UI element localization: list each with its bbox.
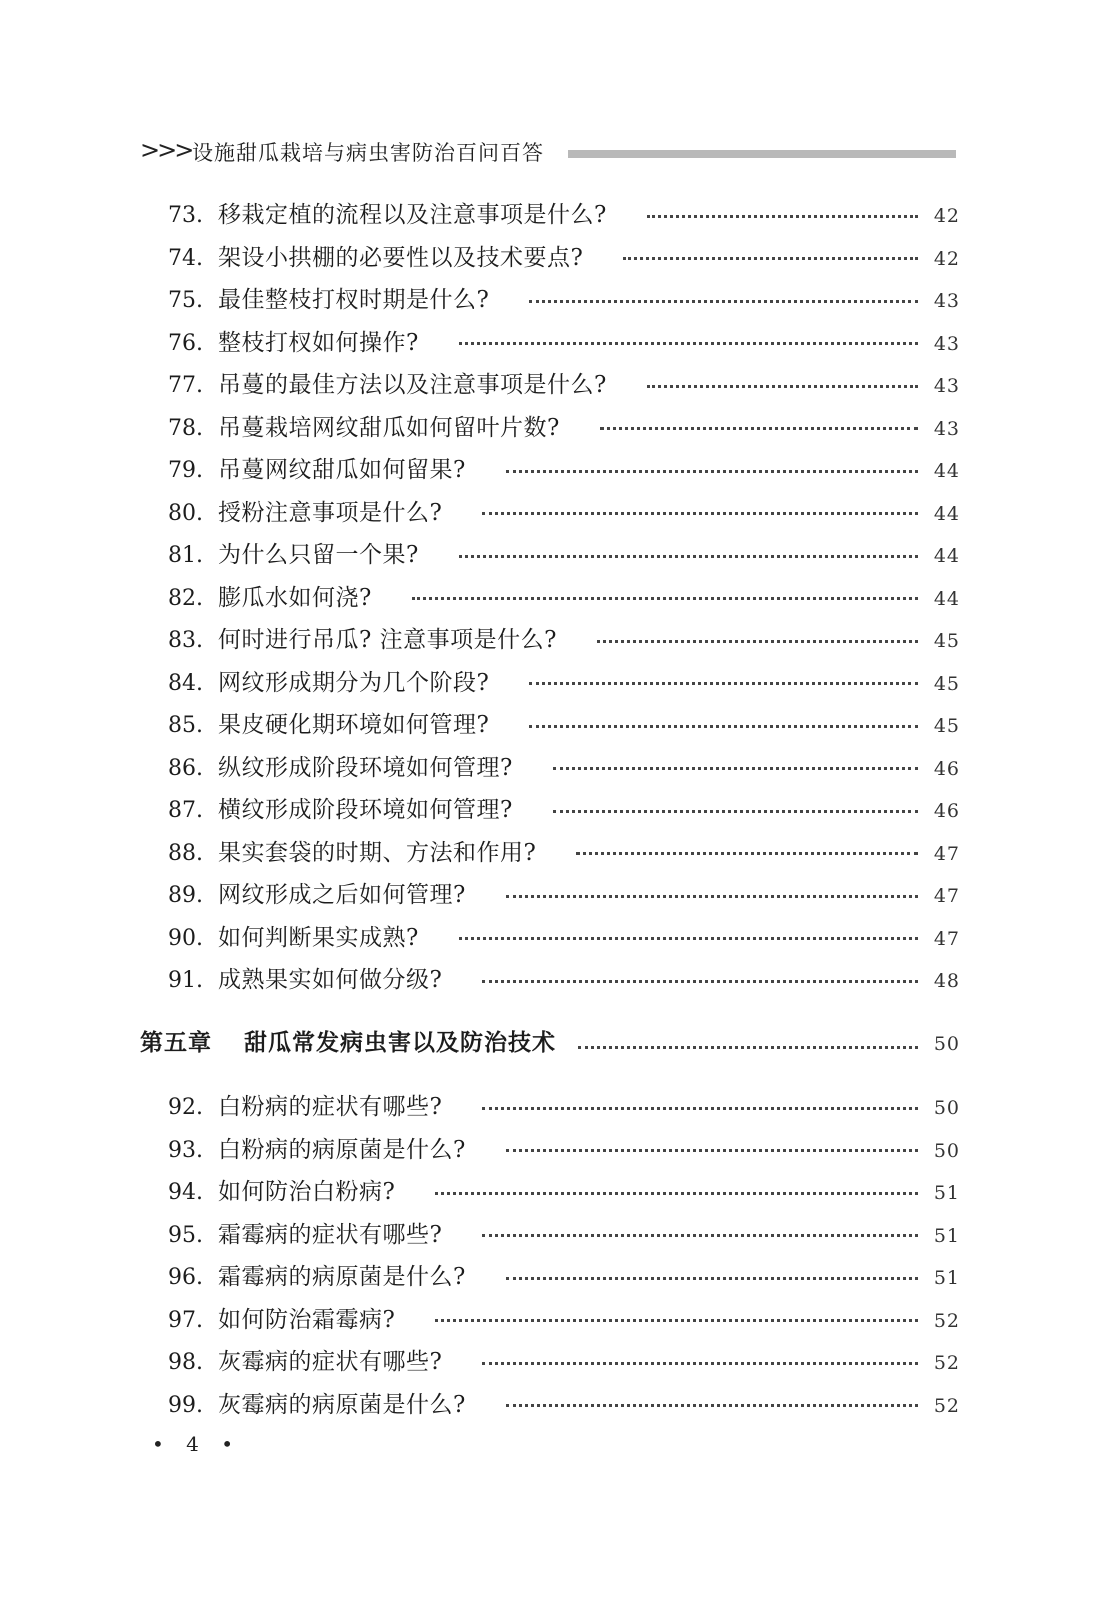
entry-number: 98. [168, 1350, 203, 1375]
entry-page: 51 [933, 1182, 960, 1204]
entry-title: 何时进行吊瓜? 注意事项是什么? [218, 627, 557, 653]
toc-entry[interactable] [168, 281, 960, 315]
toc-entry[interactable] [168, 196, 960, 230]
entry-number: 95. [168, 1222, 203, 1248]
toc-entry[interactable] [168, 876, 960, 910]
dot-leader [459, 553, 918, 558]
entry-title: 霜霉病的病原菌是什么? [218, 1264, 466, 1290]
entry-page: 48 [933, 970, 960, 992]
dot-leader [435, 1317, 918, 1322]
entry-number: 94. [168, 1180, 203, 1205]
entry-page: 51 [933, 1267, 960, 1289]
dot-leader [459, 935, 918, 940]
entry-title: 移栽定植的流程以及注意事项是什么? [218, 202, 607, 228]
toc-entry[interactable] [168, 919, 960, 953]
dot-leader [529, 680, 918, 685]
chapter-number: 第五章 [140, 1030, 212, 1056]
dot-leader [597, 638, 918, 643]
entry-title: 如何防治白粉病? [218, 1179, 396, 1205]
entry-page: 45 [933, 672, 960, 695]
entry-page: 42 [933, 205, 960, 227]
entry-title: 果实套袋的时期、方法和作用? [218, 839, 537, 866]
toc-entry[interactable] [168, 749, 960, 783]
entry-page: 47 [933, 885, 960, 907]
entry-number: 90. [168, 925, 203, 951]
entry-page: 45 [933, 630, 960, 652]
entry-title: 果皮硬化期环境如何管理? [218, 712, 490, 738]
toc-entry[interactable] [168, 366, 960, 400]
entry-number: 99. [168, 1392, 203, 1418]
entry-title: 最佳整枝打杈时期是什么? [218, 287, 490, 313]
toc-entry[interactable] [168, 1386, 960, 1420]
toc-entry[interactable] [168, 791, 960, 825]
dot-leader [647, 213, 918, 218]
entry-page: 52 [933, 1394, 960, 1417]
toc-entry[interactable] [168, 621, 960, 655]
chapter-heading[interactable] [140, 1024, 960, 1064]
entry-page: 44 [933, 460, 960, 482]
toc-entry[interactable] [168, 1301, 960, 1335]
entry-page: 46 [933, 757, 960, 780]
entry-title: 白粉病的症状有哪些? [218, 1094, 443, 1120]
entry-title: 如何防治霜霉病? [218, 1306, 396, 1333]
entry-title: 架设小拱棚的必要性以及技术要点? [218, 244, 584, 271]
toc-entry[interactable] [168, 1216, 960, 1250]
toc-entry[interactable] [168, 324, 960, 358]
dot-leader [553, 765, 918, 770]
entry-title: 成熟果实如何做分级? [218, 967, 443, 993]
entry-title: 白粉病的病原菌是什么? [218, 1136, 466, 1163]
entry-number: 93. [168, 1137, 203, 1163]
entry-number: 96. [168, 1265, 203, 1290]
toc-entry[interactable] [168, 1131, 960, 1165]
entry-page: 43 [933, 332, 960, 355]
entry-number: 92. [168, 1095, 203, 1120]
entry-page: 52 [933, 1352, 960, 1374]
entry-title: 横纹形成阶段环境如何管理? [218, 797, 513, 823]
toc-entry[interactable] [168, 1343, 960, 1377]
dot-leader [529, 298, 918, 303]
dot-leader [482, 1105, 918, 1110]
entry-title: 授粉注意事项是什么? [218, 499, 443, 526]
toc-entry[interactable] [168, 536, 960, 570]
entry-title: 网纹形成期分为几个阶段? [218, 669, 490, 696]
entry-page: 44 [933, 502, 960, 525]
toc-entry[interactable] [168, 494, 960, 528]
dot-leader [412, 595, 918, 600]
toc-entry[interactable] [168, 579, 960, 613]
toc-entry[interactable] [168, 834, 960, 868]
entry-number: 80. [168, 500, 203, 526]
entry-number: 76. [168, 330, 203, 356]
entry-number: 82. [168, 585, 203, 611]
entry-number: 79. [168, 458, 203, 483]
toc-entry[interactable] [168, 664, 960, 698]
entry-number: 89. [168, 883, 203, 908]
dot-leader [506, 893, 918, 898]
entry-page: 43 [933, 375, 960, 397]
dot-leader [553, 808, 918, 813]
entry-number: 88. [168, 840, 203, 866]
entry-title: 灰霉病的病原菌是什么? [218, 1391, 466, 1418]
entry-title: 膨瓜水如何浇? [218, 584, 372, 611]
dot-leader [435, 1190, 918, 1195]
entry-number: 73. [168, 203, 203, 228]
dot-leader [482, 1360, 918, 1365]
dot-leader [482, 1232, 918, 1237]
entry-number: 87. [168, 798, 203, 823]
entry-page: 42 [933, 247, 960, 270]
dot-leader [459, 340, 918, 345]
entry-number: 86. [168, 755, 203, 781]
entry-number: 84. [168, 670, 203, 696]
entry-title: 吊蔓的最佳方法以及注意事项是什么? [218, 372, 607, 398]
dot-leader [623, 255, 918, 260]
dot-leader [576, 850, 918, 855]
entry-title: 吊蔓网纹甜瓜如何留果? [218, 457, 466, 483]
toc-entry[interactable] [168, 1173, 960, 1207]
entry-page: 44 [933, 545, 960, 567]
entry-number: 75. [168, 288, 203, 313]
dot-leader [506, 1402, 918, 1407]
entry-page: 44 [933, 587, 960, 610]
toc-entry[interactable] [168, 1258, 960, 1292]
entry-number: 91. [168, 968, 203, 993]
entry-page: 47 [933, 842, 960, 865]
entry-number: 74. [168, 245, 203, 271]
dot-leader [482, 978, 918, 983]
dot-leader [600, 425, 918, 430]
entry-title: 灰霉病的症状有哪些? [218, 1349, 443, 1375]
entry-page: 46 [933, 800, 960, 822]
entry-number: 81. [168, 543, 203, 568]
chevrons-icon: >>> [140, 136, 192, 164]
entry-number: 77. [168, 373, 203, 398]
entry-number: 83. [168, 628, 203, 653]
entry-title: 纵纹形成阶段环境如何管理? [218, 754, 513, 781]
chapter-title: 甜瓜常发病虫害以及防治技术 [244, 1030, 556, 1056]
entry-number: 85. [168, 713, 203, 738]
toc-entry[interactable] [168, 451, 960, 485]
entry-page: 51 [933, 1224, 960, 1247]
entry-number: 78. [168, 415, 203, 441]
dot-leader [482, 510, 918, 515]
entry-page: 52 [933, 1309, 960, 1332]
toc-entry[interactable] [168, 1088, 960, 1122]
dot-leader [578, 1044, 918, 1049]
entry-page: 50 [933, 1139, 960, 1162]
dot-leader [529, 723, 918, 728]
entry-title: 为什么只留一个果? [218, 542, 419, 568]
dot-leader [506, 1147, 918, 1152]
page-number: • 4 • [152, 1432, 242, 1456]
toc-entry[interactable] [168, 961, 960, 995]
toc-entry[interactable] [168, 239, 960, 273]
dot-leader [506, 1275, 918, 1280]
entry-page: 45 [933, 715, 960, 737]
entry-page: 43 [933, 290, 960, 312]
entry-number: 97. [168, 1307, 203, 1333]
entry-title: 整枝打杈如何操作? [218, 329, 419, 356]
entry-title: 吊蔓栽培网纹甜瓜如何留叶片数? [218, 414, 560, 441]
dot-leader [647, 383, 918, 388]
book-title: 设施甜瓜栽培与病虫害防治百问百答 [192, 141, 544, 165]
chapter-page: 50 [933, 1033, 960, 1055]
entry-page: 47 [933, 927, 960, 950]
dot-leader [506, 468, 918, 473]
toc-entry[interactable] [168, 409, 960, 443]
entry-page: 50 [933, 1097, 960, 1119]
entry-page: 43 [933, 417, 960, 440]
entry-title: 霜霉病的症状有哪些? [218, 1221, 443, 1248]
entry-title: 网纹形成之后如何管理? [218, 882, 466, 908]
entry-title: 如何判断果实成熟? [218, 924, 419, 951]
toc-entry[interactable] [168, 706, 960, 740]
